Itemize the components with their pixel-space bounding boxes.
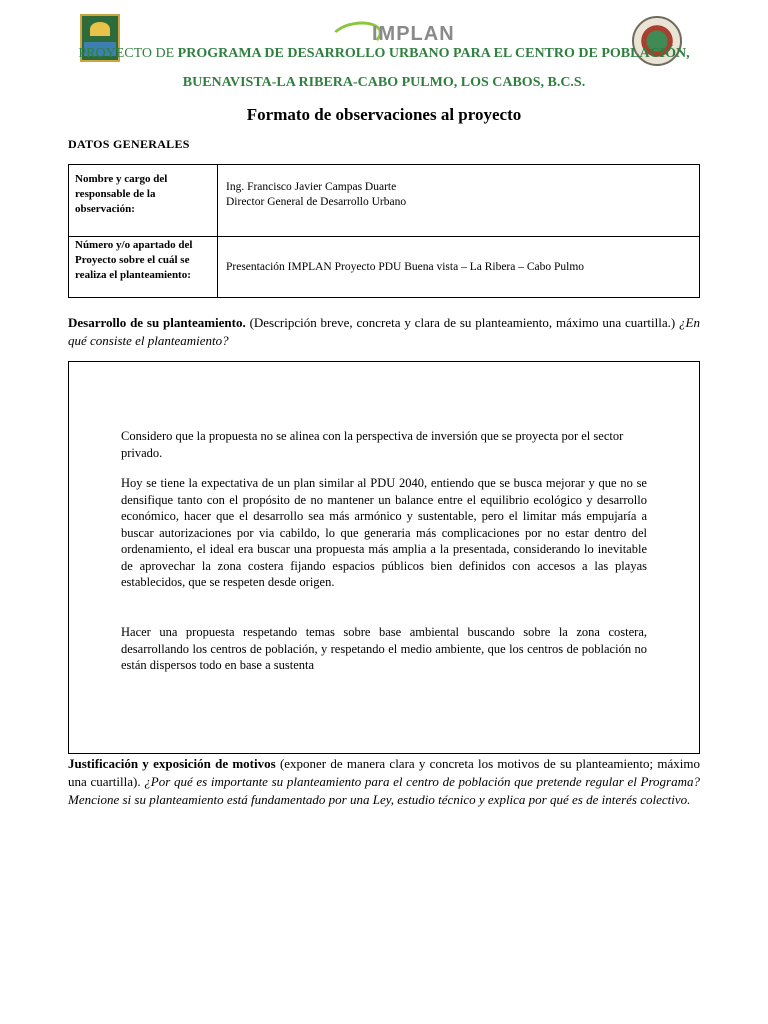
row-value-responsible [218,165,700,237]
row-label-section: Número y/o apartado del Proyecto sobre el cuál se realiza el planteamiento: [69,237,218,298]
responsible-name: Ing. Francisco Javier Campas Duarte [226,181,397,193]
row-value-section: Presentación IMPLAN Proyecto PDU Buena vista – La Ribera – Cabo Pulmo [218,237,700,298]
response-paragraph-3: Hacer una propuesta respetando temas sobre base ambiental buscando sobre la zona costera, desarrollando los centros de población, y respetando el medio ambiente, que los centros de población no están dispersos todo en base a sustenta [121,625,647,672]
sun-icon [90,22,110,36]
implan-brand: IMPLAN [372,23,455,45]
response-paragraph-1: Considero que la propuesta no se alinea con la perspectiva de inversión que se proyecta por el sector privado. [121,429,624,460]
row-label-responsible: Nombre y cargo del responsable de la observación: [69,165,218,237]
general-data-table [68,164,700,298]
table-row [69,165,700,237]
justification-description: (exponer de manera clara y concreta los motivos de su planteamiento; máximo una cuartilla). [68,756,700,789]
header-line-1-text: PROGRAMA DE DESARROLLO URBANO PARA EL CENTRO DE POBLACIÓN, [177,46,690,61]
page-title: Formato de observaciones al proyecto [246,105,522,124]
header-line-1 [0,45,768,63]
general-data-label: DATOS GENERALES [68,137,190,151]
response-paragraph-2: Hoy se tiene la expectativa de un plan similar al PDU 2040, entiendo que se busca mejorar y que no se densifique tanto con el propósito de no mantener un balance entre el equilibrio ecológico y desarrollo económico, hacer que el desarrollo sea más armónico y sustentable, pero el limitar más empujaría a buscar autorizaciones por via cabildo, lo que generaria más complicaciones por no estar dentro del ordenamiento, el ideal era buscar una propuesta más amplia a la presentada, considerando lo inevitable de aprovechar la zona costera fijando espacios públicos bien definidos con accesos a las playas establecidos, que se respeten desde origen. [121,476,647,589]
header-prefix: PROYECTO DE [78,46,175,61]
table-row [69,237,700,298]
development-description: (Descripción breve, concreta y clara de su planteamiento, máximo una cuartilla.) [245,315,680,330]
development-heading: Desarrollo de su planteamiento. [68,315,246,330]
development-instructions [68,314,700,350]
justification-instructions [68,755,700,809]
development-question: ¿En qué consiste el planteamiento? [68,315,700,348]
response-box[interactable] [68,361,700,754]
justification-heading: Justificación y exposición de motivos [68,756,276,771]
responsible-position: Director General de Desarrollo Urbano [226,196,407,208]
justification-question: ¿Por qué es importante su planteamiento para el centro de población que pretende regular el Programa? Mencione si su planteamiento está fundamentado por una Ley, estudio técnico y explica por qué es de interés colectivo. [68,774,700,807]
header-line-2: BUENAVISTA-LA RIBERA-CABO PULMO, LOS CABOS, B.C.S. [182,75,586,90]
